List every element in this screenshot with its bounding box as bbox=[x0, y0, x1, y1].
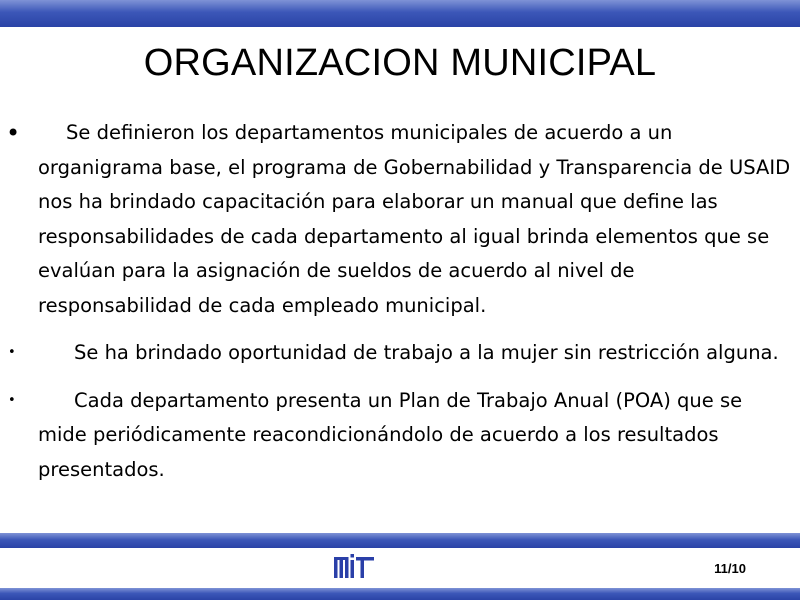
bullet-list bbox=[0, 116, 800, 487]
bullet-text-2: Se ha brindado oportunidad de trabajo a la mujer sin restricción alguna. bbox=[74, 341, 779, 364]
mit-logo-icon bbox=[334, 554, 374, 578]
bullet-item-2 bbox=[0, 336, 800, 371]
bullet-text-3: Cada departamento presenta un Plan de Trabajo Anual (POA) que se mide periódicamente reacondicionándolo de acuerdo a los resultados presentados. bbox=[38, 388, 743, 481]
bottom-decorative-band bbox=[0, 588, 800, 600]
bullet-item-1 bbox=[0, 116, 800, 323]
page-number: 11/10 bbox=[714, 561, 746, 576]
slide-title: ORGANIZACION MUNICIPAL bbox=[143, 42, 657, 84]
bullet-text-1: Se definieron los departamentos municipales de acuerdo a un organigrama base, el programa de Gobernabilidad y Transparencia de USAID nos ha brindado capacitación para elaborar un manual que define las responsabilidades de cada departamento al igual brinda elementos que se evalúan para la asignación de sueldos de acuerdo al nivel de responsabilidad de cada empleado municipal. bbox=[38, 121, 791, 317]
bullet-item-3 bbox=[0, 384, 800, 488]
bullet-marker: • bbox=[8, 392, 16, 408]
bullet-marker: • bbox=[8, 345, 16, 360]
footer-decorative-band bbox=[0, 533, 800, 548]
bullet-marker: • bbox=[6, 119, 21, 147]
top-decorative-band bbox=[0, 0, 800, 27]
